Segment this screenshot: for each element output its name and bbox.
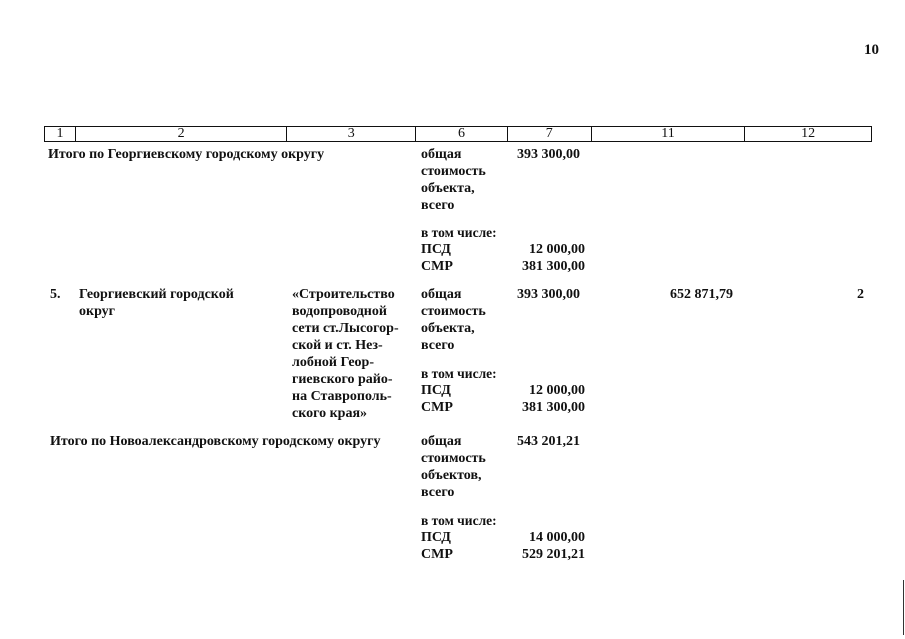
header-col-11: 11: [592, 127, 746, 141]
psd-label: ПСД: [421, 242, 451, 257]
object-name-line: ского края»: [292, 406, 368, 421]
col6-line: всего: [421, 198, 455, 213]
district-name-line: Георгиевский городской: [79, 287, 234, 302]
col6-line: всего: [421, 338, 455, 353]
header-col-6: 6: [416, 127, 508, 141]
psd-label: ПСД: [421, 383, 451, 398]
smr-value: 381 300,00: [522, 400, 585, 415]
object-name-line: на Ставрополь-: [292, 389, 392, 404]
breakdown-label: в том числе:: [421, 366, 497, 381]
subtotal-label: Итого по Георгиевскому городскому округу: [48, 147, 325, 162]
header-col-2: 2: [76, 127, 287, 141]
district-name-line: округ: [79, 304, 116, 319]
table-header: [44, 126, 872, 142]
col11-value: 652 871,79: [670, 287, 733, 302]
object-name-line: водопроводной: [292, 304, 387, 319]
col12-value: 2: [857, 287, 864, 302]
col6-line: общая: [421, 434, 462, 449]
subtotal-label: Итого по Новоалександровскому городскому округу: [50, 434, 381, 449]
psd-value: 12 000,00: [529, 383, 585, 398]
total-value: 393 300,00: [517, 147, 580, 162]
object-name-line: сети ст.Лысогор-: [292, 321, 399, 336]
breakdown-label: в том числе:: [421, 225, 497, 240]
psd-label: ПСД: [421, 530, 451, 545]
object-name-line: ской и ст. Нез-: [292, 338, 383, 353]
col6-line: стоимость: [421, 164, 486, 179]
col6-line: общая: [421, 147, 462, 162]
col6-line: объекта,: [421, 321, 475, 336]
smr-label: СМР: [421, 259, 453, 274]
row-number: 5.: [50, 287, 61, 302]
col6-line: всего: [421, 485, 455, 500]
page-number: 10: [864, 42, 879, 58]
header-col-12: 12: [801, 126, 816, 141]
total-value: 543 201,21: [517, 434, 580, 449]
object-name-line: лобной Геор-: [292, 355, 374, 370]
col6-line: стоимость: [421, 304, 486, 319]
header-col-1: 1: [45, 127, 76, 141]
col6-line: общая: [421, 287, 462, 302]
smr-value: 529 201,21: [522, 547, 585, 562]
breakdown-label: в том числе:: [421, 513, 497, 528]
col6-line: объекта,: [421, 181, 475, 196]
smr-value: 381 300,00: [522, 259, 585, 274]
smr-label: СМР: [421, 400, 453, 415]
scan-edge-line: [903, 580, 904, 635]
object-name-line: гиевского райо-: [292, 372, 393, 387]
psd-value: 14 000,00: [529, 530, 585, 545]
smr-label: СМР: [421, 547, 453, 562]
col6-line: объектов,: [421, 468, 482, 483]
psd-value: 12 000,00: [529, 242, 585, 257]
col6-line: стоимость: [421, 451, 486, 466]
header-col-3: 3: [287, 127, 416, 141]
header-col-7: 7: [508, 127, 592, 141]
total-value: 393 300,00: [517, 287, 580, 302]
object-name-line: «Строительство: [292, 287, 395, 302]
